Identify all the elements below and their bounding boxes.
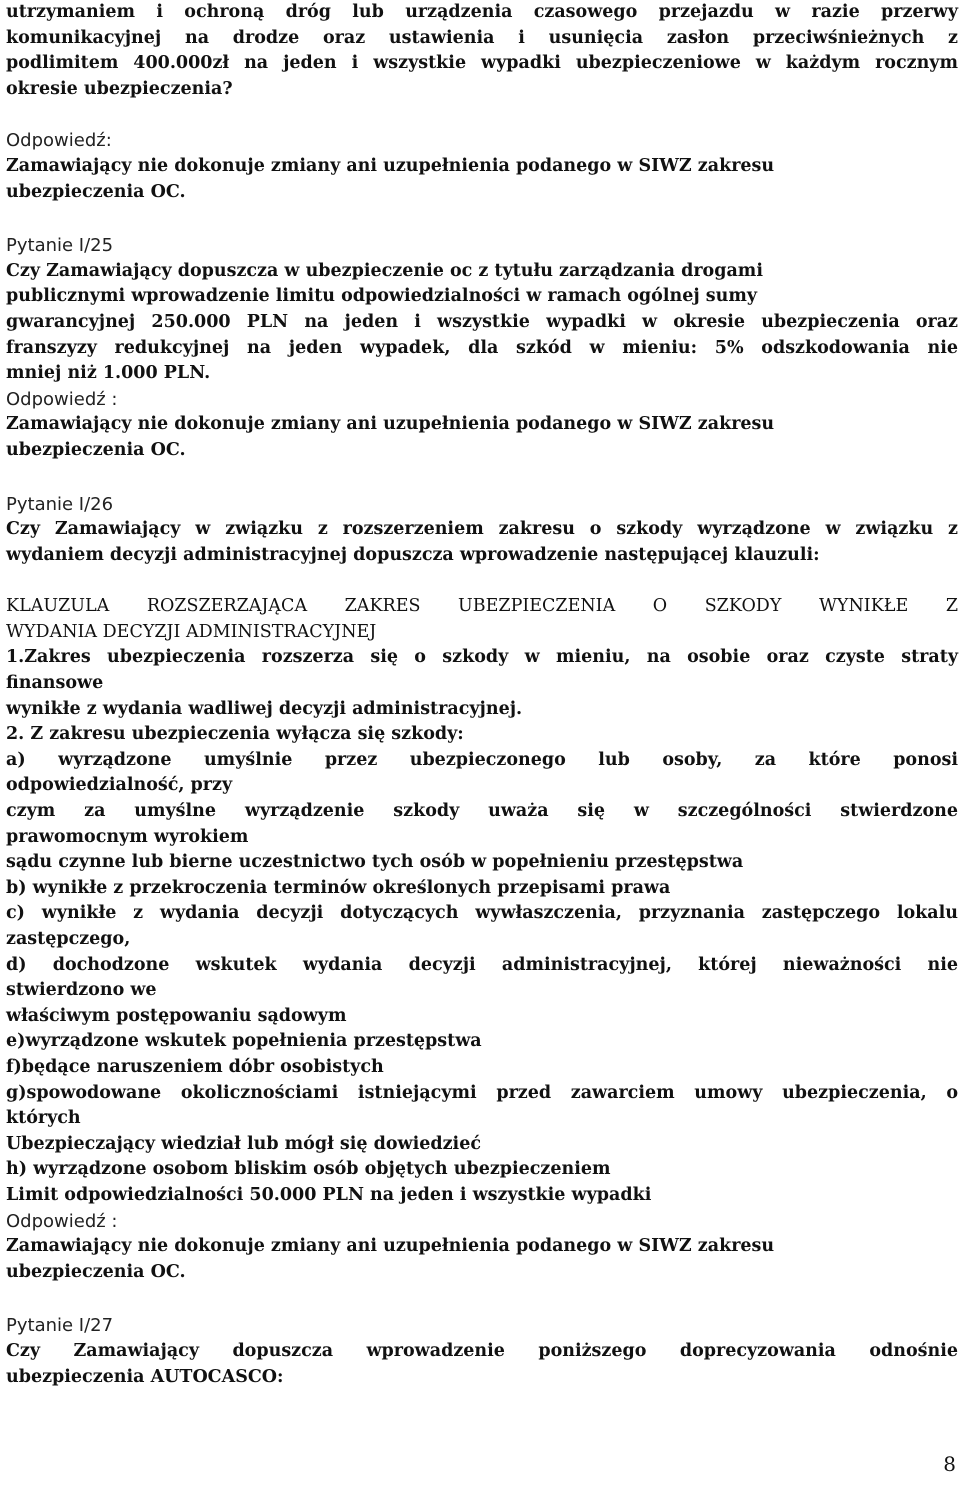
document-page [6,0,958,1390]
clause-line: odpowiedzialność, przy [6,775,233,796]
clause-line: g)spowodowane okolicznościami istniejącymi przed zawarciem umowy ubezpieczenia, o [6,1082,958,1103]
answer-text [6,412,958,463]
clause-heading [6,594,958,645]
question-text [6,1339,958,1390]
page-number: 8 [943,1452,956,1476]
clause-line: zastępczego, [6,929,131,949]
clause-line: h) wyrządzone osobom bliskim osób objętych ubezpieczeniem [6,1159,611,1180]
clause-body [6,645,958,1208]
intro-question [6,0,958,102]
answer-label: Odpowiedź : [6,388,118,410]
clause-line: e)wyrządzone wskutek popełnienia przestępstwa [6,1031,482,1052]
clause-line: Limit odpowiedzialności 50.000 PLN na jeden i wszystkie wypadki [6,1184,652,1205]
text-line: franszyzy redukcyjnej na jeden wypadek, dla szkód w mieniu: 5% odszkodowania nie [6,337,958,358]
clause-line: prawomocnym wyrokiem [6,826,249,847]
text-line: gwarancyjnej 250.000 PLN na jeden i wszystkie wypadki w okresie ubezpieczenia oraz [6,311,958,332]
text-line: WYDANIA DECYZJI ADMINISTRACYJNEJ [6,621,377,642]
question-title: Pytanie I/26 [6,493,114,515]
text-line: komunikacyjnej na drodze oraz ustawienia i usunięcia zasłon przeciwśnieżnych z [6,27,958,48]
clause-line: właściwym postępowaniu sądowym [6,1005,347,1026]
text-line: ubezpieczenia AUTOCASCO: [6,1366,284,1387]
clause-line: wynikłe z wydania wadliwej decyzji administracyjnej. [6,698,523,719]
text-line: wydaniem decyzji administracyjnej dopuszcza wprowadzenie następującej klauzuli: [6,544,820,565]
text-line: Czy Zamawiający w związku z rozszerzeniem zakresu o szkody wyrządzone w związku z [6,519,958,540]
clause-line: a) wyrządzone umyślnie przez ubezpieczonego lub osoby, za które ponosi [6,749,958,770]
text-line: podlimitem 400.000zł na jeden i wszystkie wypadki ubezpieczeniowe w każdym rocznym [6,53,958,74]
text-line: Zamawiający nie dokonuje zmiany ani uzupełnienia podanego w SIWZ zakresu [6,155,775,176]
question-title: Pytanie I/25 [6,235,114,257]
text-line: KLAUZULA ROZSZERZAJĄCA ZAKRES UBEZPIECZENIA O SZKODY WYNIKŁE Z [6,596,958,617]
clause-line: finansowe [6,673,104,694]
text-line: Czy Zamawiający dopuszcza w ubezpieczenie oc z tytułu zarządzania drogami [6,260,763,281]
answer-text [6,154,958,205]
text-line: utrzymaniem i ochroną dróg lub urządzenia czasowego przejazdu w razie przerwy [6,2,958,22]
answer-label: Odpowiedź: [6,130,112,152]
clause-line: c) wynikłe z wydania decyzji dotyczących wywłaszczenia, przyznania zastępczego lokalu [6,903,958,924]
text-line: ubezpieczenia OC. [6,181,186,202]
answer-label: Odpowiedź : [6,1210,118,1232]
clause-line: f)będące naruszeniem dóbr osobistych [6,1056,384,1077]
text-line: ubezpieczenia OC. [6,439,186,460]
answer-text [6,1234,958,1285]
clause-line: 1.Zakres ubezpieczenia rozszerza się o szkody w mieniu, na osobie oraz czyste straty [6,647,958,668]
clause-line: czym za umyślne wyrządzenie szkody uważa się w szczególności stwierdzone [6,801,958,822]
clause-line: których [6,1108,81,1129]
question-text [6,517,958,568]
clause-line: Ubezpieczający wiedział lub mógł się dowiedzieć [6,1133,481,1154]
clause-line: 2. Z zakresu ubezpieczenia wyłącza się szkody: [6,724,464,745]
clause-line: sądu czynne lub bierne uczestnictwo tych osób w popełnieniu przestępstwa [6,852,744,873]
text-line: ubezpieczenia OC. [6,1261,186,1282]
text-line: publicznymi wprowadzenie limitu odpowiedzialności w ramach ogólnej sumy [6,286,758,307]
text-line: okresie ubezpieczenia? [6,78,233,99]
text-line: Zamawiający nie dokonuje zmiany ani uzupełnienia podanego w SIWZ zakresu [6,414,775,435]
text-line: Zamawiający nie dokonuje zmiany ani uzupełnienia podanego w SIWZ zakresu [6,1236,775,1257]
clause-line: d) dochodzone wskutek wydania decyzji administracyjnej, której nieważności nie [6,954,958,975]
clause-line: stwierdzono we [6,980,157,1001]
text-line: Czy Zamawiający dopuszcza wprowadzenie poniższego doprecyzowania odnośnie [6,1340,958,1361]
text-line: mniej niż 1.000 PLN. [6,363,211,384]
question-text [6,259,958,387]
clause-line: b) wynikłe z przekroczenia terminów określonych przepisami prawa [6,877,671,898]
question-title: Pytanie I/27 [6,1315,114,1337]
